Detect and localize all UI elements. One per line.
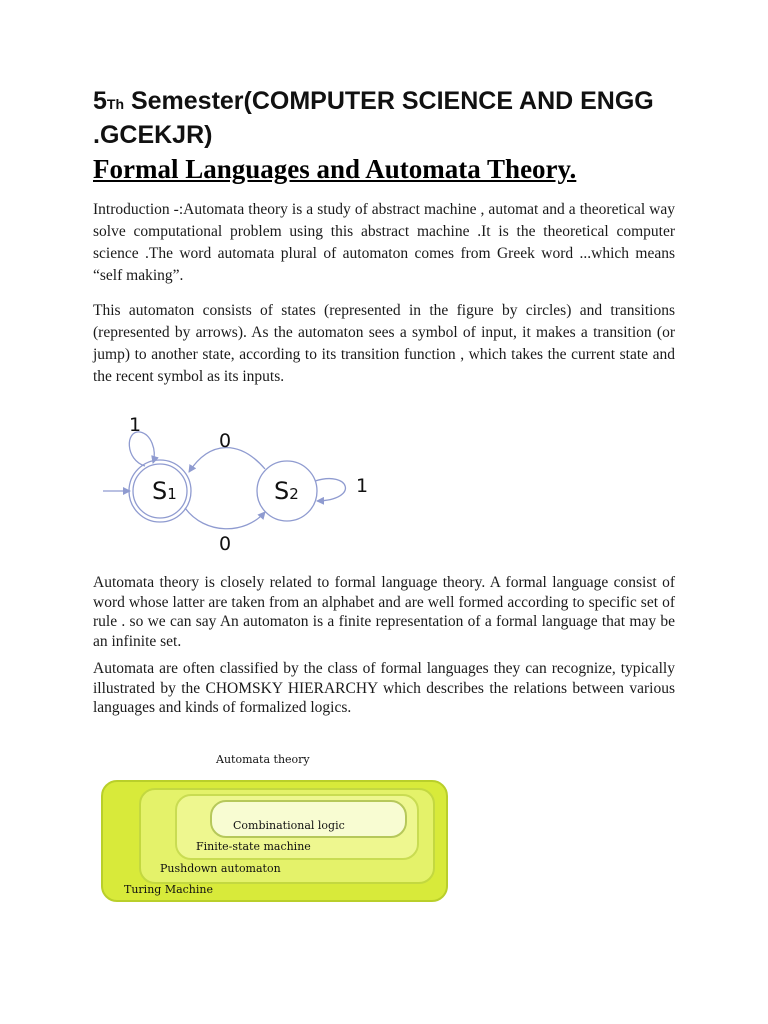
intro-paragraph: Introduction -:Automata theory is a study of abstract machine , automat and a theoretical way solve computational problem using this abstract machine .It is the theoretical computer science .The word automata plural of automaton comes from Greek word ...which means “self making”. bbox=[93, 201, 675, 284]
s1-to-s2-arrow bbox=[185, 508, 265, 529]
document-title: Formal Languages and Automata Theory. bbox=[93, 154, 577, 184]
chomsky-paragraph: Automata are often classified by the class of formal languages they can recognize, typically illustrated by the CHOMSKY HIERARCHY which describes the relations between various languages and kinds of formalized logics. bbox=[93, 660, 675, 716]
semester-suffix: Th bbox=[106, 96, 125, 112]
s2-self-loop-label: 1 bbox=[356, 475, 369, 497]
state-machine-diagram bbox=[95, 405, 395, 555]
semester-text: Semester(COMPUTER SCIENCE AND ENGG .GCEKJR) bbox=[93, 87, 654, 149]
pushdown-automaton-label: Pushdown automaton bbox=[160, 862, 281, 875]
hierarchy-title: Automata theory bbox=[216, 753, 310, 766]
related-paragraph: Automata theory is closely related to formal language theory. A formal language consist of word whose latter are taken from an alphabet and are well formed according to specific set of rule . so we can say An automaton is a finite representation of a formal language that may be an infinite set. bbox=[93, 574, 675, 650]
bottom-transition-label: 0 bbox=[219, 533, 232, 555]
combinational-logic-label: Combinational logic bbox=[233, 819, 345, 832]
state-s2-label: S2 bbox=[274, 477, 299, 505]
turing-machine-label: Turing Machine bbox=[124, 883, 213, 896]
state-s1-label: S1 bbox=[152, 477, 177, 505]
semester-number: 5 bbox=[93, 87, 107, 115]
automata-hierarchy-diagram bbox=[99, 750, 451, 908]
s1-self-loop-label: 1 bbox=[129, 414, 142, 436]
finite-state-machine-label: Finite-state machine bbox=[196, 840, 311, 853]
course-header bbox=[93, 86, 693, 151]
s2-self-loop-arrow bbox=[315, 479, 345, 501]
top-transition-label: 0 bbox=[219, 430, 232, 452]
automaton-paragraph: This automaton consists of states (represented in the figure by circles) and transitions (represented by arrows). As the automaton sees a symbol of input, it makes a transition (or jump) to another state, according to its transition function , which takes the current state and the recent symbol as its inputs. bbox=[93, 302, 675, 385]
